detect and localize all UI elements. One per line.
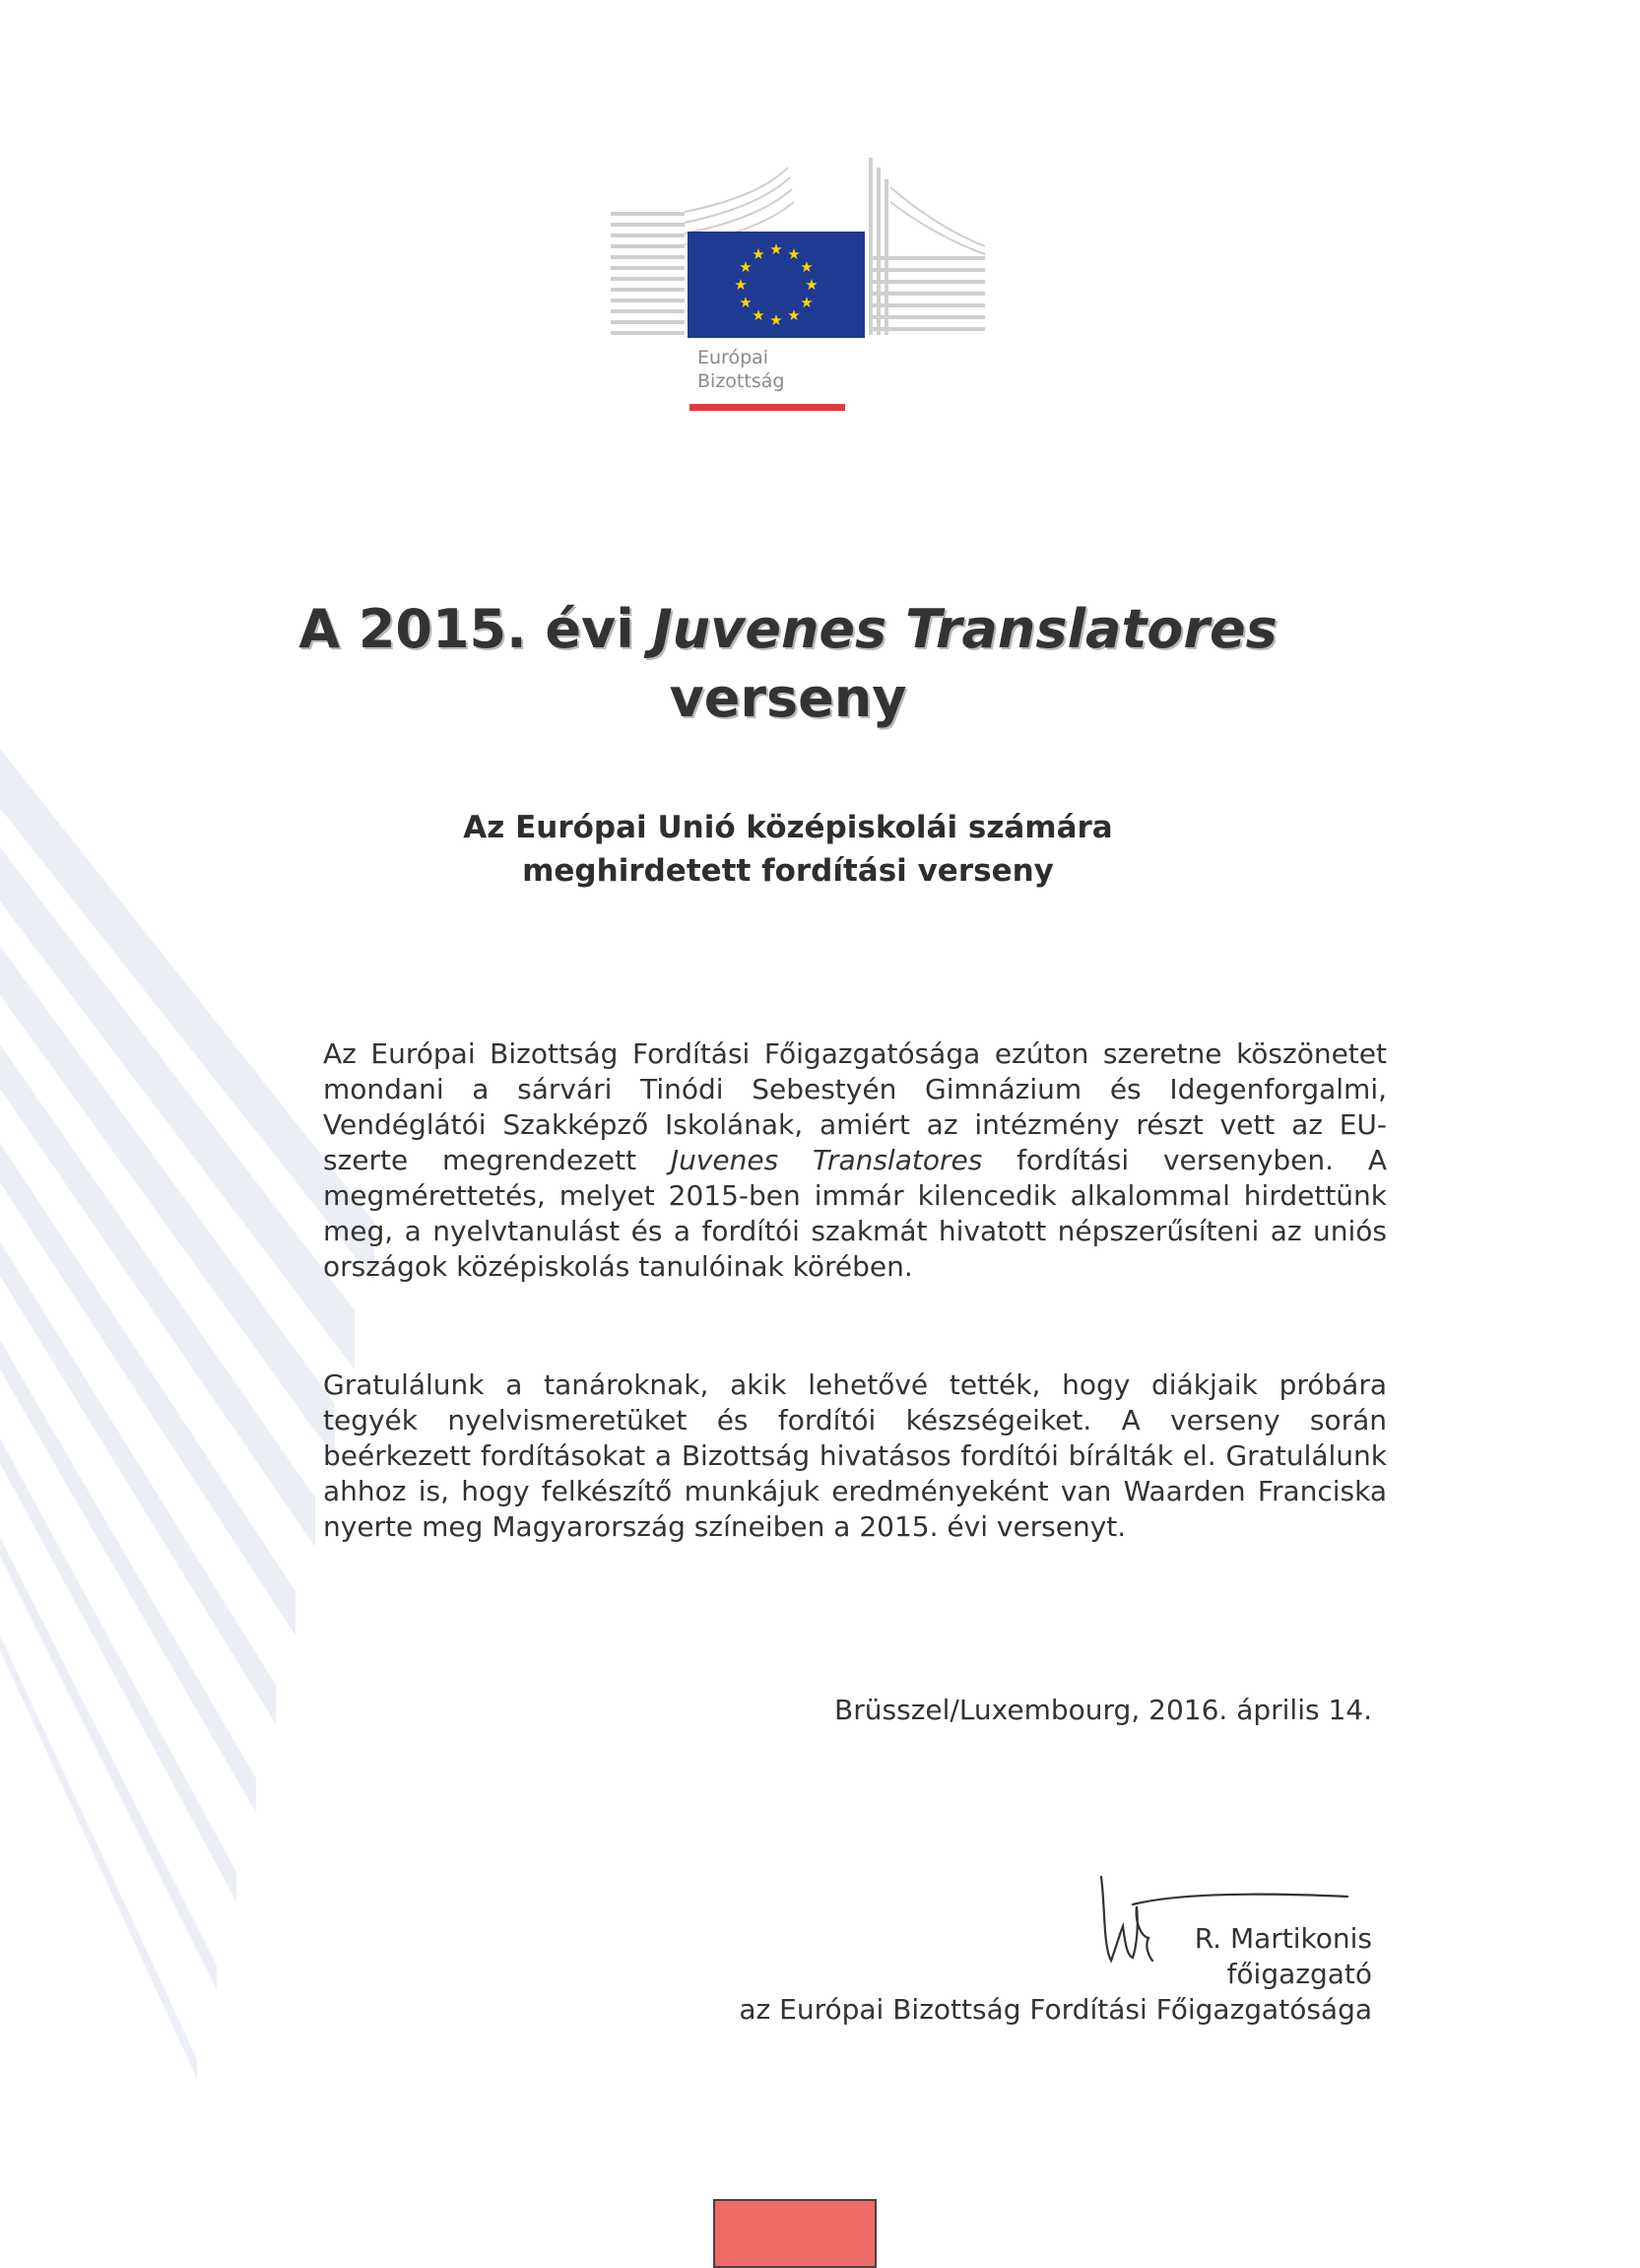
logo-text-line1: Európai [697,347,769,368]
title-text-1: A 2015. évi [298,598,653,660]
svg-text:★: ★ [800,258,814,276]
logo-red-bar [689,404,845,411]
body-paragraph-2: Gratulálunk a tanároknak, akik lehetővé tették, hogy diákjaik próbára tegyék nyelvismeretüket és fordítói készségeiket. A verseny során beérkezett fordításokat a Bizottság hivatásos fordítói bírálták el. Gratulálunk ahhoz is, hogy felkészítő munkájuk eredményeként van Waarden Franciska nyerte meg Magyarország színeiben a 2015. évi versenyt. [323,1368,1387,1543]
svg-text:★: ★ [787,245,801,263]
body-p1-text-b: fordítási versenyben. A megmérettetés, melyet 2015-ben immár kilencedik alkalommal hirdettünk meg, a nyelvtanulást és a fordítói szakmát hivatott népszerűsíteni az uniós országok középiskolás tanulóinak körében. [323,1144,1387,1283]
body-paragraph-1 [323,1036,1387,1285]
subtitle-line1: Az Európai Unió középiskolái számára [463,810,1113,845]
signatory-name: R. Martikonis [1194,1922,1372,1955]
red-marker-box [713,2199,877,2268]
svg-text:★: ★ [739,294,753,311]
logo-text-line2: Bizottság [697,370,785,392]
body-p1-italic: Juvenes Translatores [670,1144,983,1176]
svg-text:★: ★ [800,294,814,311]
signature-block [739,1921,1372,2028]
page-title-line2: verseny [669,667,907,729]
european-commission-logo [611,158,985,424]
body-p1-text-a: Az Európai Bizottság Fordítási Főigazgatósága ezúton szeretne köszönetet mondani a sárvári Tinódi Sebestyén Gimnázium és Idegenforgalmi, Vendéglátói Szakképző Iskolának, amiért az intézmény részt vett az EU-szerte megrendezett [323,1037,1387,1176]
building-left-icon [611,212,685,335]
signatory-org: az Európai Bizottság Fordítási Főigazgatósága [739,1993,1372,2026]
date-line: Brüsszel/Luxembourg, 2016. április 14. [834,1694,1372,1726]
svg-text:★: ★ [752,306,765,324]
svg-text:★: ★ [739,258,753,276]
svg-text:★: ★ [752,245,765,263]
title-text-italic: Juvenes Translatores [652,598,1278,660]
subtitle-line2: meghirdetett fordítási verseny [522,853,1054,889]
svg-text:★: ★ [769,311,783,329]
svg-text:★: ★ [805,276,819,294]
svg-text:★: ★ [787,306,801,324]
signatory-role: főigazgató [1226,1958,1372,1990]
svg-text:★: ★ [734,276,748,294]
svg-text:★: ★ [769,240,783,258]
page-title [148,595,1428,664]
